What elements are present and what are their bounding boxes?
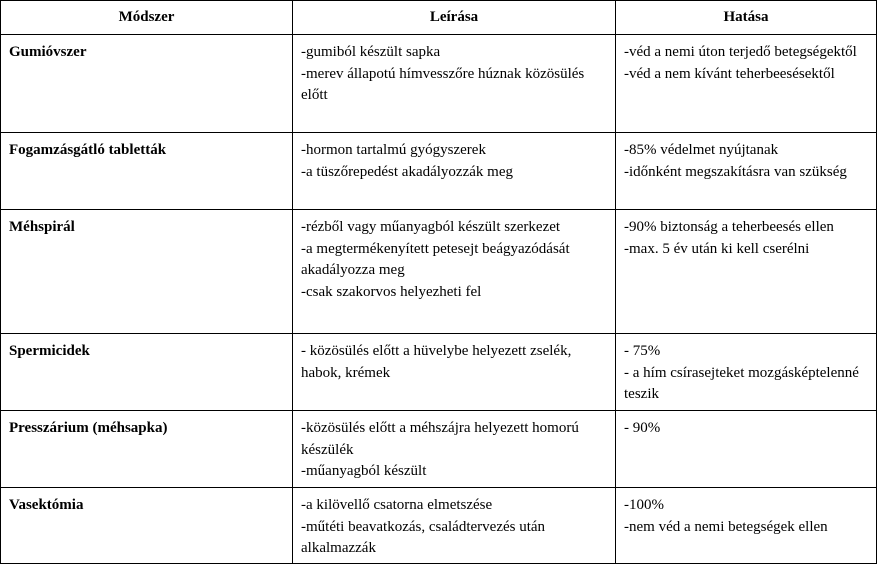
- effect-line: -100%: [624, 497, 664, 513]
- description-line: -műanyagból készült: [301, 463, 427, 479]
- effect-line: -85% védelmet nyújtanak: [624, 142, 779, 158]
- effect-line: -nem véd a nemi betegségek ellen: [624, 518, 828, 535]
- description-line: -gumiból készült sapka: [301, 44, 441, 60]
- header-description: Leírása: [293, 1, 616, 35]
- method-cell: Spermicidek: [1, 334, 293, 411]
- description-cell: [293, 133, 616, 210]
- effect-cell: [616, 35, 877, 133]
- effect-cell: [616, 411, 877, 488]
- effect-line: - 90%: [624, 420, 661, 436]
- header-row: [1, 1, 877, 35]
- table-row: [1, 488, 877, 564]
- effect-line: -véd a nemi úton terjedő betegségektől: [624, 44, 857, 60]
- description-cell: [293, 35, 616, 133]
- table-row: [1, 35, 877, 133]
- effect-line: - a hím csírasejteket mozgásképtelenné teszik: [624, 364, 859, 402]
- header-effect: Hatása: [616, 1, 877, 35]
- method-cell: Presszárium (méhsapka): [1, 411, 293, 488]
- table-row: [1, 334, 877, 411]
- effect-line: - 75%: [624, 343, 661, 359]
- description-line: -a megtermékenyített petesejt beágyazódását akadályozza meg: [301, 240, 570, 278]
- description-line: -rézből vagy műanyagból készült szerkezet: [301, 219, 561, 235]
- description-cell: [293, 334, 616, 411]
- method-cell: Vasektómia: [1, 488, 293, 564]
- table-row: [1, 133, 877, 210]
- description-line: -merev állapotú hímvesszőre húznak közösülés előtt: [301, 65, 585, 103]
- description-line: -csak szakorvos helyezheti fel: [301, 283, 482, 300]
- method-cell: Fogamzásgátló tabletták: [1, 133, 293, 210]
- description-line: -műtéti beavatkozás, családtervezés után alkalmazzák: [301, 518, 546, 556]
- description-line: -a kilövellő csatorna elmetszése: [301, 497, 493, 513]
- effect-cell: [616, 133, 877, 210]
- description-cell: [293, 488, 616, 564]
- description-cell: [293, 411, 616, 488]
- effect-cell: [616, 210, 877, 334]
- description-cell: [293, 210, 616, 334]
- table-row: [1, 411, 877, 488]
- effect-line: -max. 5 év után ki kell cserélni: [624, 240, 810, 257]
- effect-line: -időnként megszakításra van szükség: [624, 163, 847, 180]
- description-line: -közösülés előtt a méhszájra helyezett homorú készülék: [301, 420, 579, 458]
- effect-cell: [616, 488, 877, 564]
- method-cell: Méhspirál: [1, 210, 293, 334]
- description-line: -a tüszőrepedést akadályozzák meg: [301, 163, 513, 180]
- effect-cell: [616, 334, 877, 411]
- method-cell: Gumióvszer: [1, 35, 293, 133]
- header-method: Módszer: [1, 1, 293, 35]
- effect-line: -véd a nem kívánt teherbeesésektől: [624, 65, 835, 82]
- description-line: -hormon tartalmú gyógyszerek: [301, 142, 486, 158]
- table-row: [1, 210, 877, 334]
- effect-line: -90% biztonság a teherbeesés ellen: [624, 219, 834, 235]
- description-line: - közösülés előtt a hüvelybe helyezett zselék, habok, krémek: [301, 343, 572, 381]
